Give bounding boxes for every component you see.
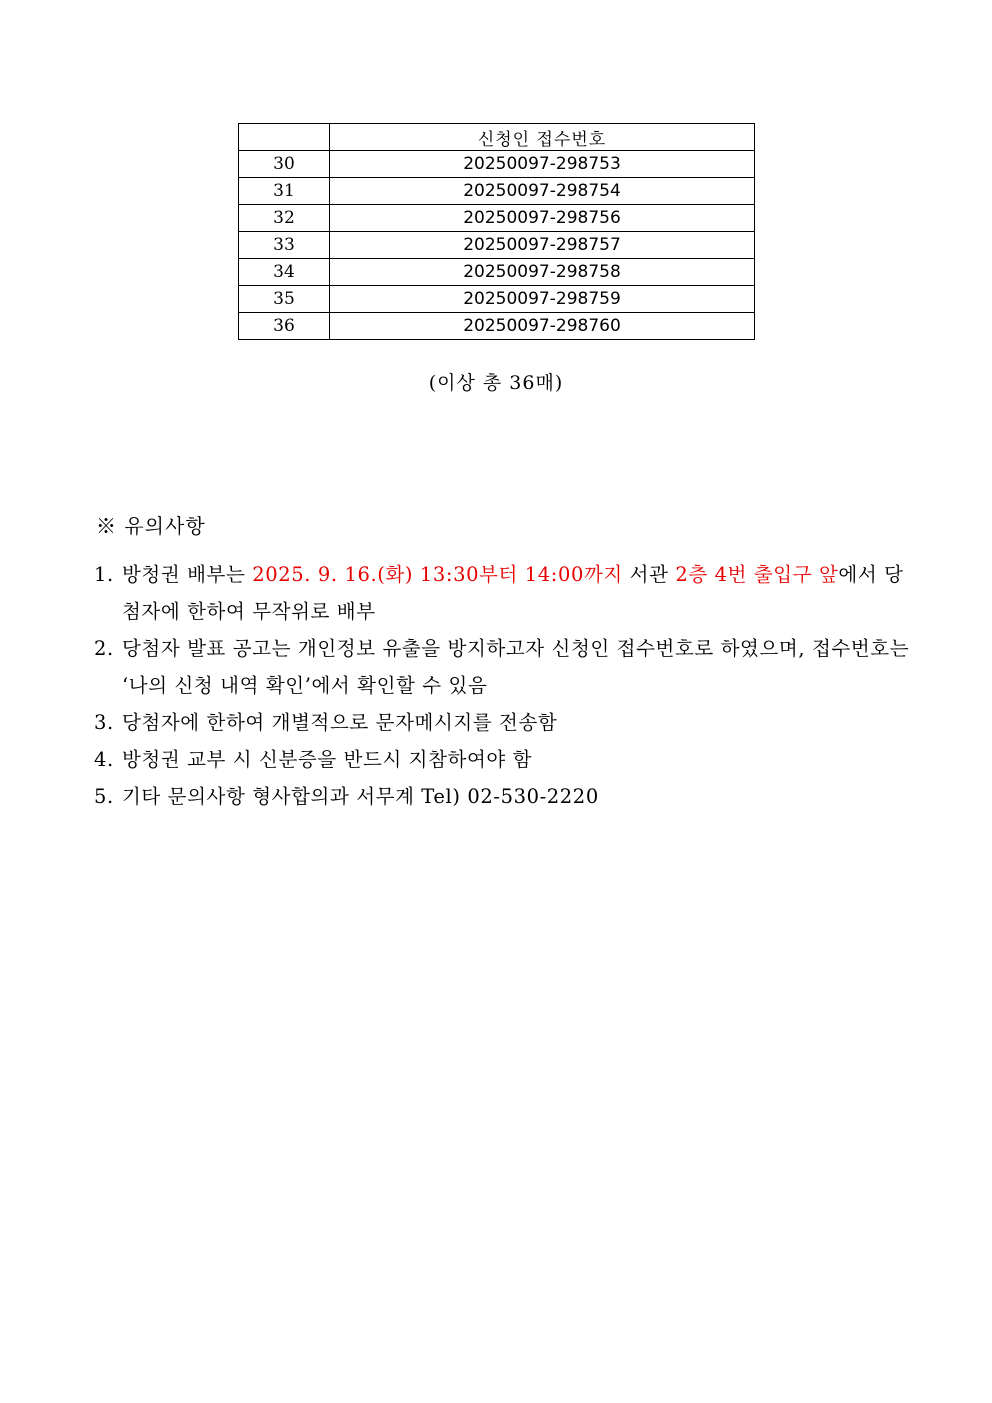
note-highlight-text: 2025. 9. 16.(화) 13:30부터 14:00까지 [252,563,623,586]
row-index-cell: 34 [239,259,330,286]
row-index-cell: 30 [239,151,330,178]
table-header-row [239,124,755,151]
table-row [239,259,755,286]
applicant-number-table [238,123,755,340]
table-row [239,232,755,259]
note-text: 서관 [622,563,676,586]
row-number-cell: 20250097-298758 [330,259,755,286]
note-highlight-text: 2층 4번 출입구 앞 [675,563,839,586]
total-count-text: (이상 총 36매) [428,372,564,394]
header-index-cell [239,124,330,151]
row-number-cell: 20250097-298753 [330,151,755,178]
note-text: 당첨자 발표 공고는 개인정보 유출을 방지하고자 신청인 접수번호로 하였으며, 접수번호는 ‘나의 신청 내역 확인’에서 확인할 수 있음 [122,637,910,697]
row-index-cell: 36 [239,313,330,340]
note-number: 3. [94,711,114,734]
table-row [239,151,755,178]
note-item [94,741,914,778]
note-item [94,778,914,815]
header-number-cell: 신청인 접수번호 [330,124,755,151]
table-row [239,313,755,340]
table-row [239,286,755,313]
table-body [239,151,755,340]
note-number: 1. [94,563,114,586]
note-item [94,556,914,630]
note-item [94,630,914,704]
row-number-cell: 20250097-298756 [330,205,755,232]
note-text: 기타 문의사항 형사합의과 서무계 Tel) 02-530-2220 [122,785,599,808]
note-number: 5. [94,785,114,808]
row-number-cell: 20250097-298759 [330,286,755,313]
row-index-cell: 31 [239,178,330,205]
note-number: 4. [94,748,114,771]
notes-title: ※ 유의사항 [96,514,206,538]
row-number-cell: 20250097-298754 [330,178,755,205]
table-row [239,178,755,205]
row-number-cell: 20250097-298760 [330,313,755,340]
note-item [94,704,914,741]
note-text: 에서 당첨자에 한하여 무작위로 배부 [122,563,904,623]
row-index-cell: 33 [239,232,330,259]
note-text: 방청권 배부는 [122,563,253,586]
row-number-cell: 20250097-298757 [330,232,755,259]
row-index-cell: 32 [239,205,330,232]
note-text: 당첨자에 한하여 개별적으로 문자메시지를 전송함 [122,711,558,734]
note-number: 2. [94,637,114,660]
row-index-cell: 35 [239,286,330,313]
table-row [239,205,755,232]
notes-list [94,556,914,815]
note-text: 방청권 교부 시 신분증을 반드시 지참하여야 함 [122,748,533,771]
